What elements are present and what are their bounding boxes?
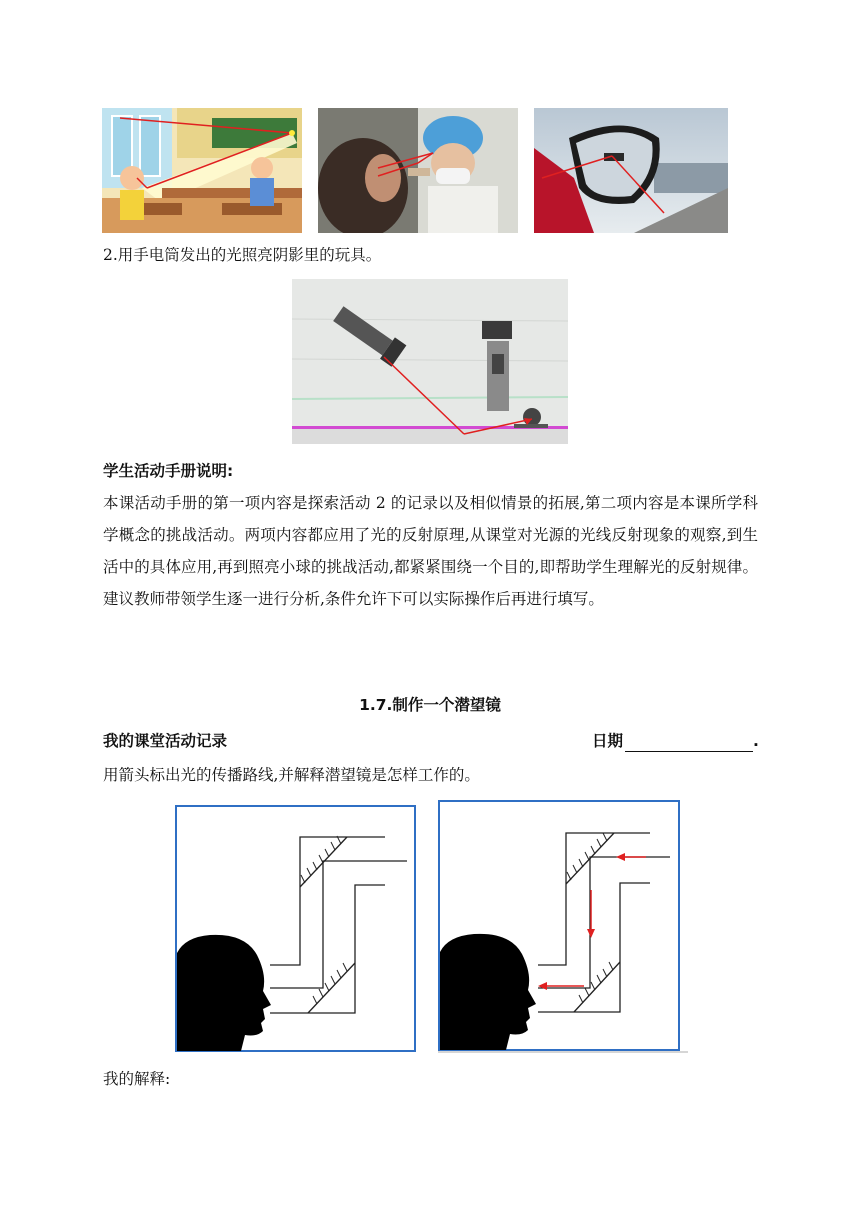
periscope-diagram-answer: [438, 800, 688, 1055]
handbook-heading: 学生活动手册说明:: [103, 462, 234, 480]
car-side-mirror-photo: [534, 108, 728, 233]
instruction-text: 用箭头标出光的传播路线,并解释潜望镜是怎样工作的。: [103, 766, 480, 784]
record-label: 我的课堂活动记录: [103, 732, 228, 750]
date-field: [592, 730, 759, 752]
ear-examination-photo: [318, 108, 518, 233]
lesson-title: 1.7.制作一个潜望镜: [359, 696, 501, 714]
classroom-illustration: [102, 108, 302, 233]
item-2-text: 2.用手电筒发出的光照亮阴影里的玩具。: [103, 246, 382, 264]
explanation-label: 我的解释:: [103, 1070, 171, 1088]
flashlight-toy-photo: [292, 279, 568, 444]
periscope-diagram-blank: [175, 805, 417, 1053]
handbook-paragraph: 本课活动手册的第一项内容是探索活动 2 的记录以及相似情景的拓展,第二项内容是本课所学科学概念的挑战活动。两项内容都应用了光的反射原理,从课堂对光源的光线反射现象的观察,到生活中的具体应用,再到照亮小球的挑战活动,都紧紧围绕一个目的,即帮助学生理解光的反射规律。建议教师带领学生逐一进行分析,条件允许下可以实际操作后再进行填写。: [103, 494, 758, 608]
date-label: 日期: [592, 732, 624, 750]
date-end-mark: .: [753, 732, 759, 750]
date-blank-line[interactable]: [625, 735, 753, 752]
